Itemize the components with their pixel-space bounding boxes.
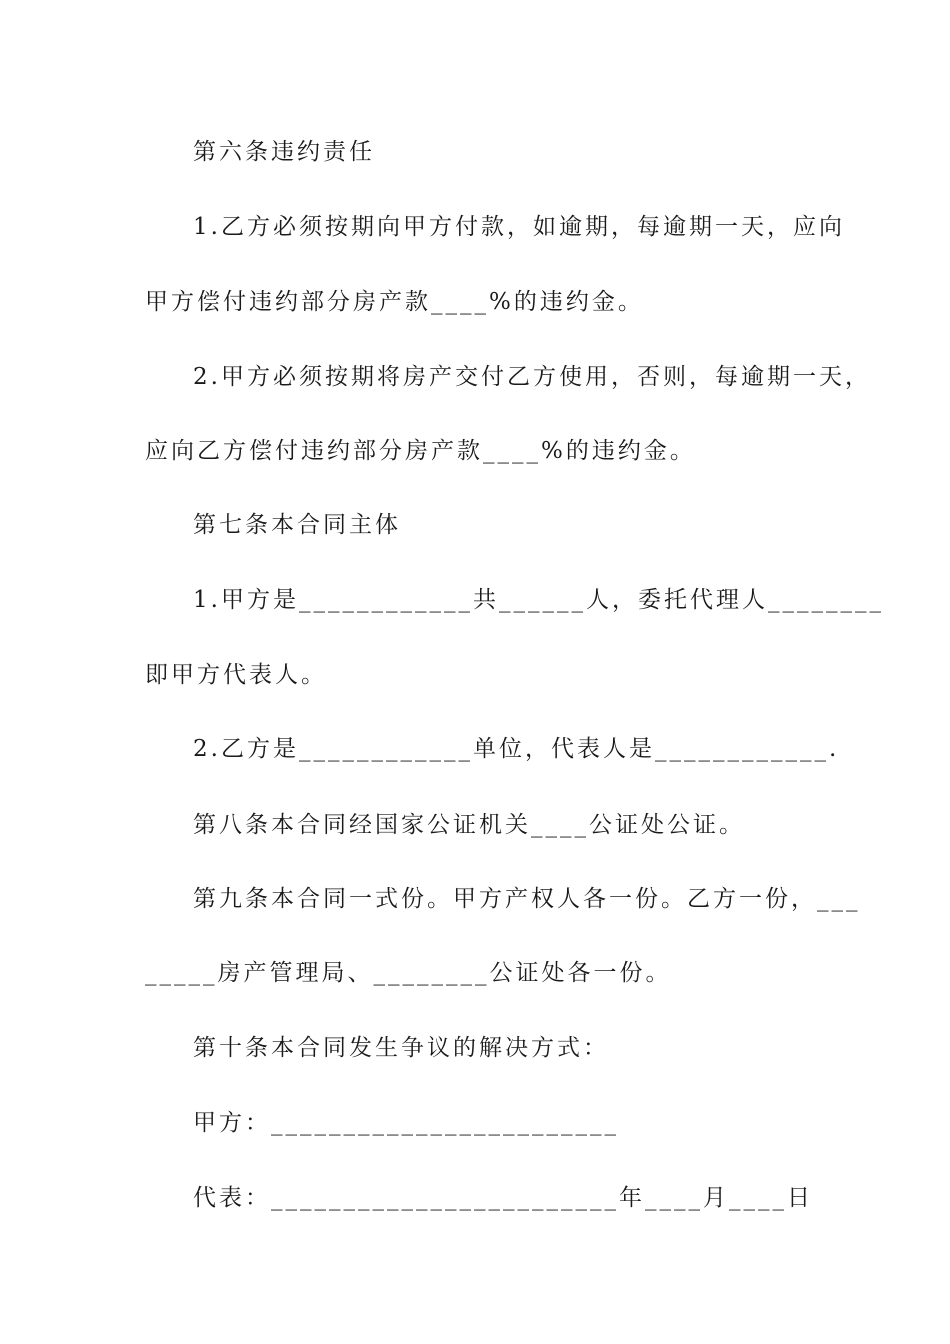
article-6-heading: 第六条违约责任 [193,139,375,165]
article-6-clause-1-cont: 甲方偿付违约部分房产款____%的违约金。 [145,289,644,315]
article-7-heading: 第七条本合同主体 [193,512,401,538]
article-6-clause-2-cont: 应向乙方偿付违约部分房产款____%的违约金。 [145,438,696,464]
party-a-signature-line: 甲方：________________________ [193,1110,619,1136]
article-6-clause-2: 2.甲方必须按期将房产交付乙方使用，否则，每逾期一天， [193,364,871,390]
article-7-clause-1: 1.甲方是____________共______人，委托代理人________ [193,587,884,613]
article-9-cont: _____房产管理局、________公证处各一份。 [145,960,672,986]
article-6-clause-1: 1.乙方必须按期向甲方付款，如逾期，每逾期一天，应向 [193,214,845,240]
article-7-clause-2: 2.乙方是____________单位，代表人是____________. [193,736,840,762]
representative-date-line: 代表：________________________年____月____日 [193,1185,813,1211]
article-9: 第九条本合同一式份。甲方产权人各一份。乙方一份，___ [193,886,861,912]
article-8: 第八条本合同经国家公证机关____公证处公证。 [193,812,745,838]
article-7-clause-1-cont: 即甲方代表人。 [145,662,327,688]
article-10: 第十条本合同发生争议的解决方式： [193,1035,609,1061]
